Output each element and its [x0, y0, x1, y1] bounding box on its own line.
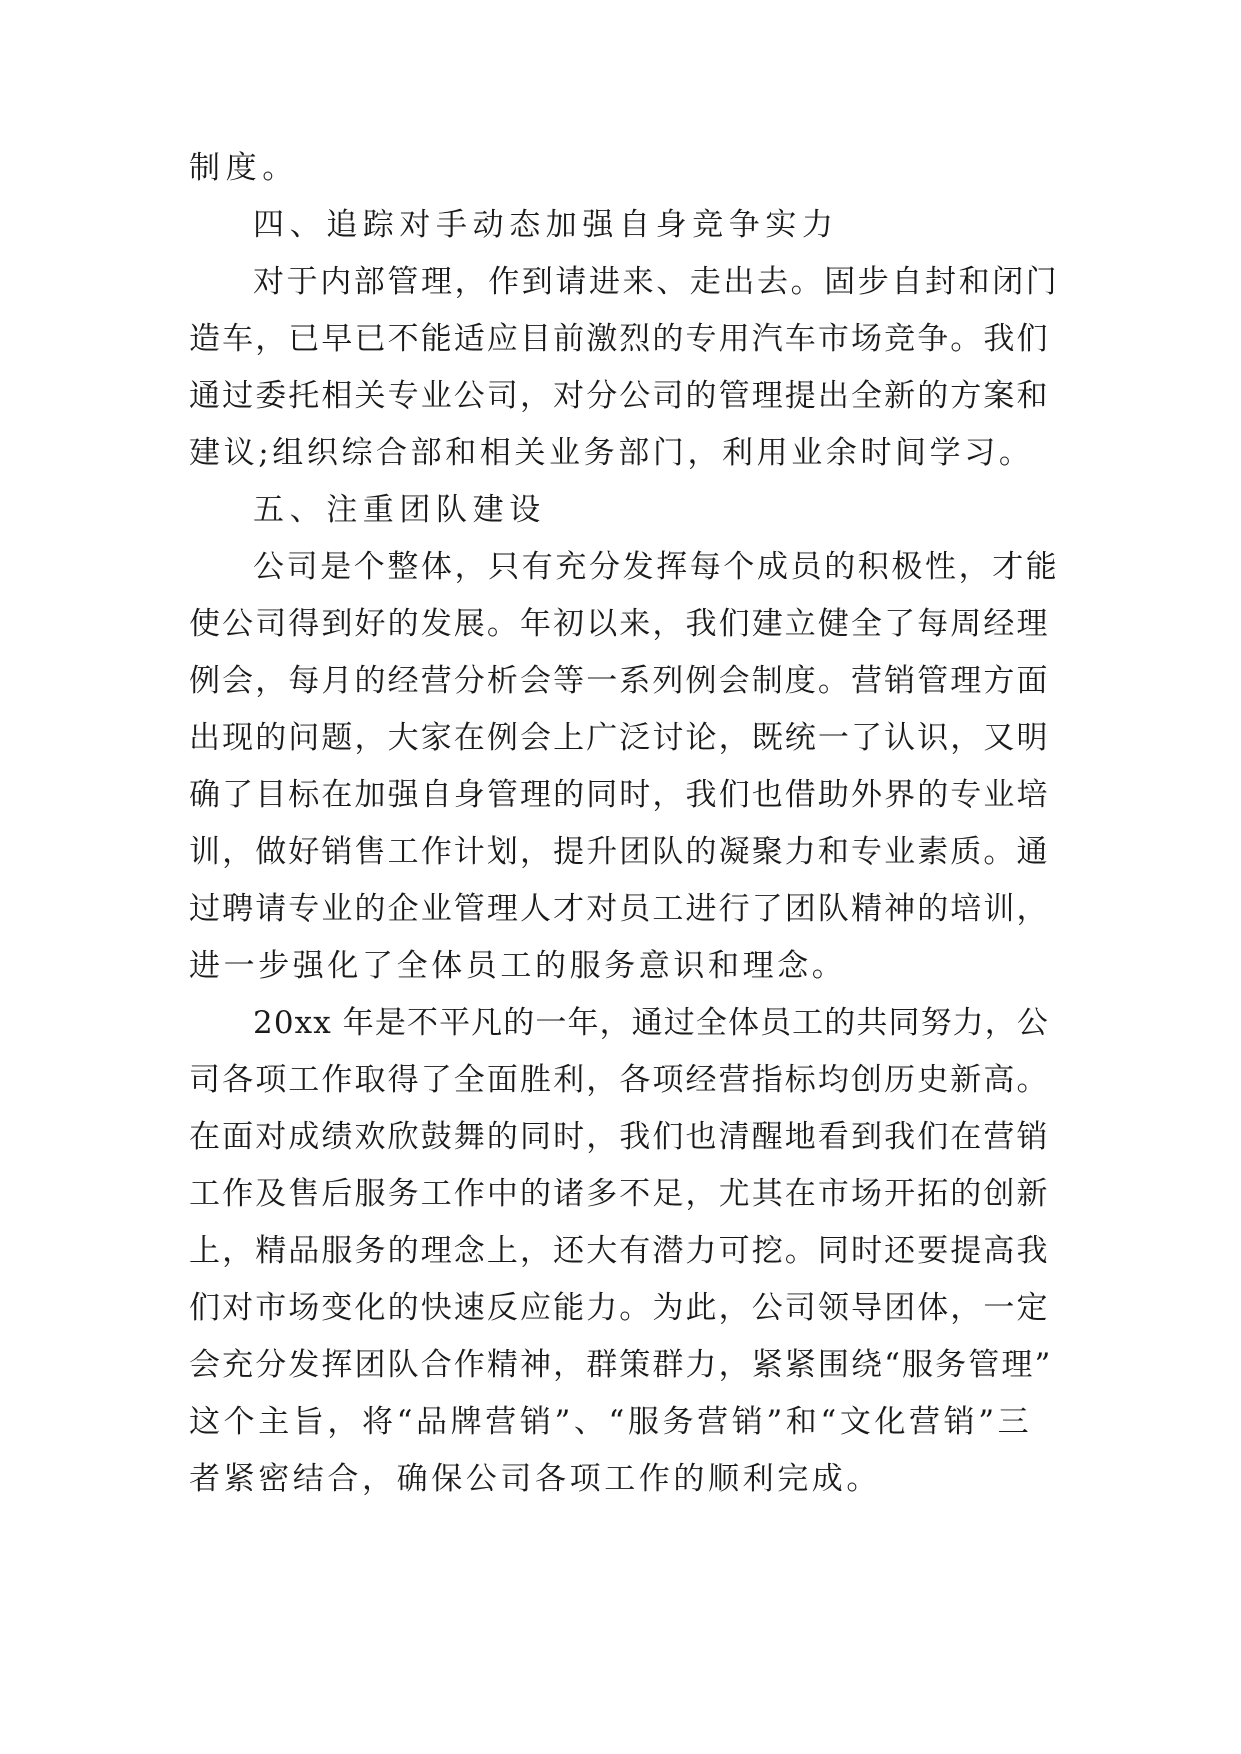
text-line: 过聘请专业的企业管理人才对员工进行了团队精神的培训， — [189, 891, 1050, 927]
text-line: 例会，每月的经营分析会等一系列例会制度。营销管理方面 — [189, 663, 1050, 699]
text-line: 司各项工作取得了全面胜利，各项经营指标均创历史新高。 — [189, 1062, 1050, 1098]
text-line: 出现的问题，大家在例会上广泛讨论，既统一了认识，又明 — [189, 720, 1050, 756]
text-line: 工作及售后服务工作中的诸多不足，尤其在市场开拓的创新 — [189, 1176, 1050, 1212]
text-line: 上，精品服务的理念上，还大有潜力可挖。同时还要提高我 — [189, 1233, 1050, 1269]
text-line: 建议;组织综合部和相关业务部门，利用业余时间学习。 — [189, 435, 1034, 471]
text-line: 制度。 — [189, 150, 299, 186]
text-line: 造车，已早已不能适应目前激烈的专用汽车市场竞争。我们 — [189, 321, 1050, 357]
text-line: 通过委托相关专业公司，对分公司的管理提出全新的方案和 — [189, 378, 1050, 414]
text-line: 20xx 年是不平凡的一年，通过全体员工的共同努力，公 — [253, 1005, 1049, 1041]
text-line: 使公司得到好的发展。年初以来，我们建立健全了每周经理 — [189, 606, 1050, 642]
text-line: 训，做好销售工作计划，提升团队的凝聚力和专业素质。通 — [189, 834, 1050, 870]
section-heading: 五、注重团队建设 — [253, 492, 546, 528]
text-line: 进一步强化了全体员工的服务意识和理念。 — [189, 948, 847, 984]
text-line: 确了目标在加强自身管理的同时，我们也借助外界的专业培 — [189, 777, 1050, 813]
text-line: 者紧密结合，确保公司各项工作的顺利完成。 — [189, 1461, 881, 1497]
text-line: 在面对成绩欢欣鼓舞的同时，我们也清醒地看到我们在营销 — [189, 1119, 1050, 1155]
section-heading: 四、追踪对手动态加强自身竞争实力 — [253, 207, 839, 243]
text-line: 们对市场变化的快速反应能力。为此，公司领导团体，一定 — [189, 1290, 1050, 1326]
text-line: 对于内部管理，作到请进来、走出去。固步自封和闭门 — [253, 264, 1060, 300]
text-line: 公司是个整体，只有充分发挥每个成员的积极性，才能 — [253, 549, 1060, 585]
text-line: 会充分发挥团队合作精神，群策群力，紧紧围绕“服务管理” — [189, 1347, 1053, 1383]
text-line: 这个主旨，将“品牌营销”、“服务营销”和“文化营销”三 — [189, 1404, 1033, 1440]
